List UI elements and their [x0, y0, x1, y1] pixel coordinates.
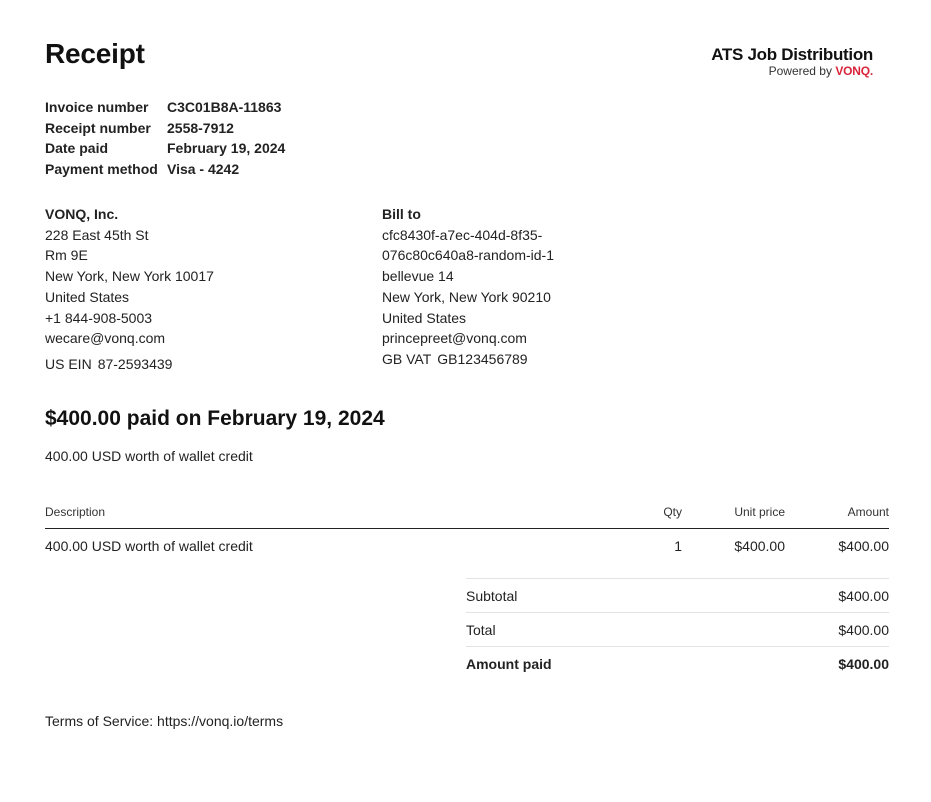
receipt-number-label: Receipt number [45, 119, 151, 136]
bill-to-city: New York, New York 90210 [382, 288, 551, 305]
line-items-header [45, 500, 889, 529]
invoice-number-row [45, 97, 285, 118]
invoice-number-label: Invoice number [45, 99, 149, 115]
amount-paid-value: $400.00 [838, 656, 889, 672]
payment-method-value: Visa - 4242 [167, 161, 240, 178]
seller-name: VONQ, Inc. [45, 206, 119, 222]
total-value: $400.00 [838, 622, 889, 638]
header-qty: Qty [663, 505, 682, 519]
brand-name: ATS Job Distribution [711, 45, 873, 64]
seller-city: New York, New York 10017 [45, 268, 214, 285]
bill-to-street: bellevue 14 [382, 268, 454, 285]
date-paid-row [45, 138, 285, 159]
amount-paid-row [466, 646, 889, 680]
brand-powered-by: Powered by [768, 64, 832, 78]
item-amount: $400.00 [838, 538, 889, 554]
amount-paid-description: 400.00 USD worth of wallet credit [45, 448, 253, 464]
header-unit-price: Unit price [734, 505, 785, 519]
total-row [466, 612, 889, 646]
subtotal-row [466, 578, 889, 612]
item-unit-price: $400.00 [734, 538, 785, 554]
brand-logo [711, 46, 873, 78]
bill-to-heading: Bill to [382, 206, 421, 222]
header-description: Description [45, 505, 106, 519]
seller-email: wecare@vonq.com [45, 330, 166, 347]
bill-to-email: princepreet@vonq.com [382, 330, 527, 347]
total-label: Total [466, 622, 496, 638]
receipt-number-value: 2558-7912 [167, 119, 234, 136]
bill-to-id-line2: 076c80c640a8-random-id-1 [382, 247, 554, 264]
seller-address-line2: Rm 9E [45, 247, 88, 264]
bill-to-address [382, 204, 554, 370]
totals-block [466, 578, 889, 680]
terms-of-service: Terms of Service: https://vonq.io/terms [45, 713, 284, 729]
receipt-number-row [45, 118, 285, 139]
payment-method-label: Payment method [45, 161, 158, 178]
bill-to-tax-id [382, 349, 554, 370]
brand-company: VONQ. [835, 64, 873, 78]
bill-to-tax-label: GB VAT [382, 350, 432, 367]
line-items-table [45, 500, 889, 563]
receipt-page [45, 0, 889, 802]
amount-paid-headline: $400.00 paid on February 19, 2024 [45, 407, 385, 430]
item-description: 400.00 USD worth of wallet credit [45, 538, 253, 554]
item-qty: 1 [674, 538, 682, 554]
receipt-meta [45, 97, 285, 180]
seller-tax-id [45, 354, 214, 375]
date-paid-value: February 19, 2024 [167, 140, 286, 157]
brand-tagline [711, 64, 873, 78]
invoice-number-value: C3C01B8A-11863 [167, 99, 282, 115]
seller-address-line1: 228 East 45th St [45, 226, 149, 243]
seller-phone: +1 844-908-5003 [45, 309, 153, 326]
header-amount: Amount [847, 505, 889, 519]
seller-tax-value: 87-2593439 [97, 355, 173, 372]
page-title: Receipt [45, 38, 145, 69]
seller-address [45, 204, 214, 375]
bill-to-country: United States [382, 309, 467, 326]
seller-country: United States [45, 288, 130, 305]
table-row [45, 529, 889, 563]
bill-to-tax-value: GB123456789 [437, 350, 528, 367]
payment-method-row [45, 159, 285, 180]
bill-to-id-line1: cfc8430f-a7ec-404d-8f35- [382, 226, 543, 243]
subtotal-label: Subtotal [466, 588, 518, 604]
seller-tax-label: US EIN [45, 355, 92, 372]
subtotal-value: $400.00 [838, 588, 889, 604]
amount-paid-label: Amount paid [466, 656, 552, 672]
date-paid-label: Date paid [45, 140, 109, 157]
